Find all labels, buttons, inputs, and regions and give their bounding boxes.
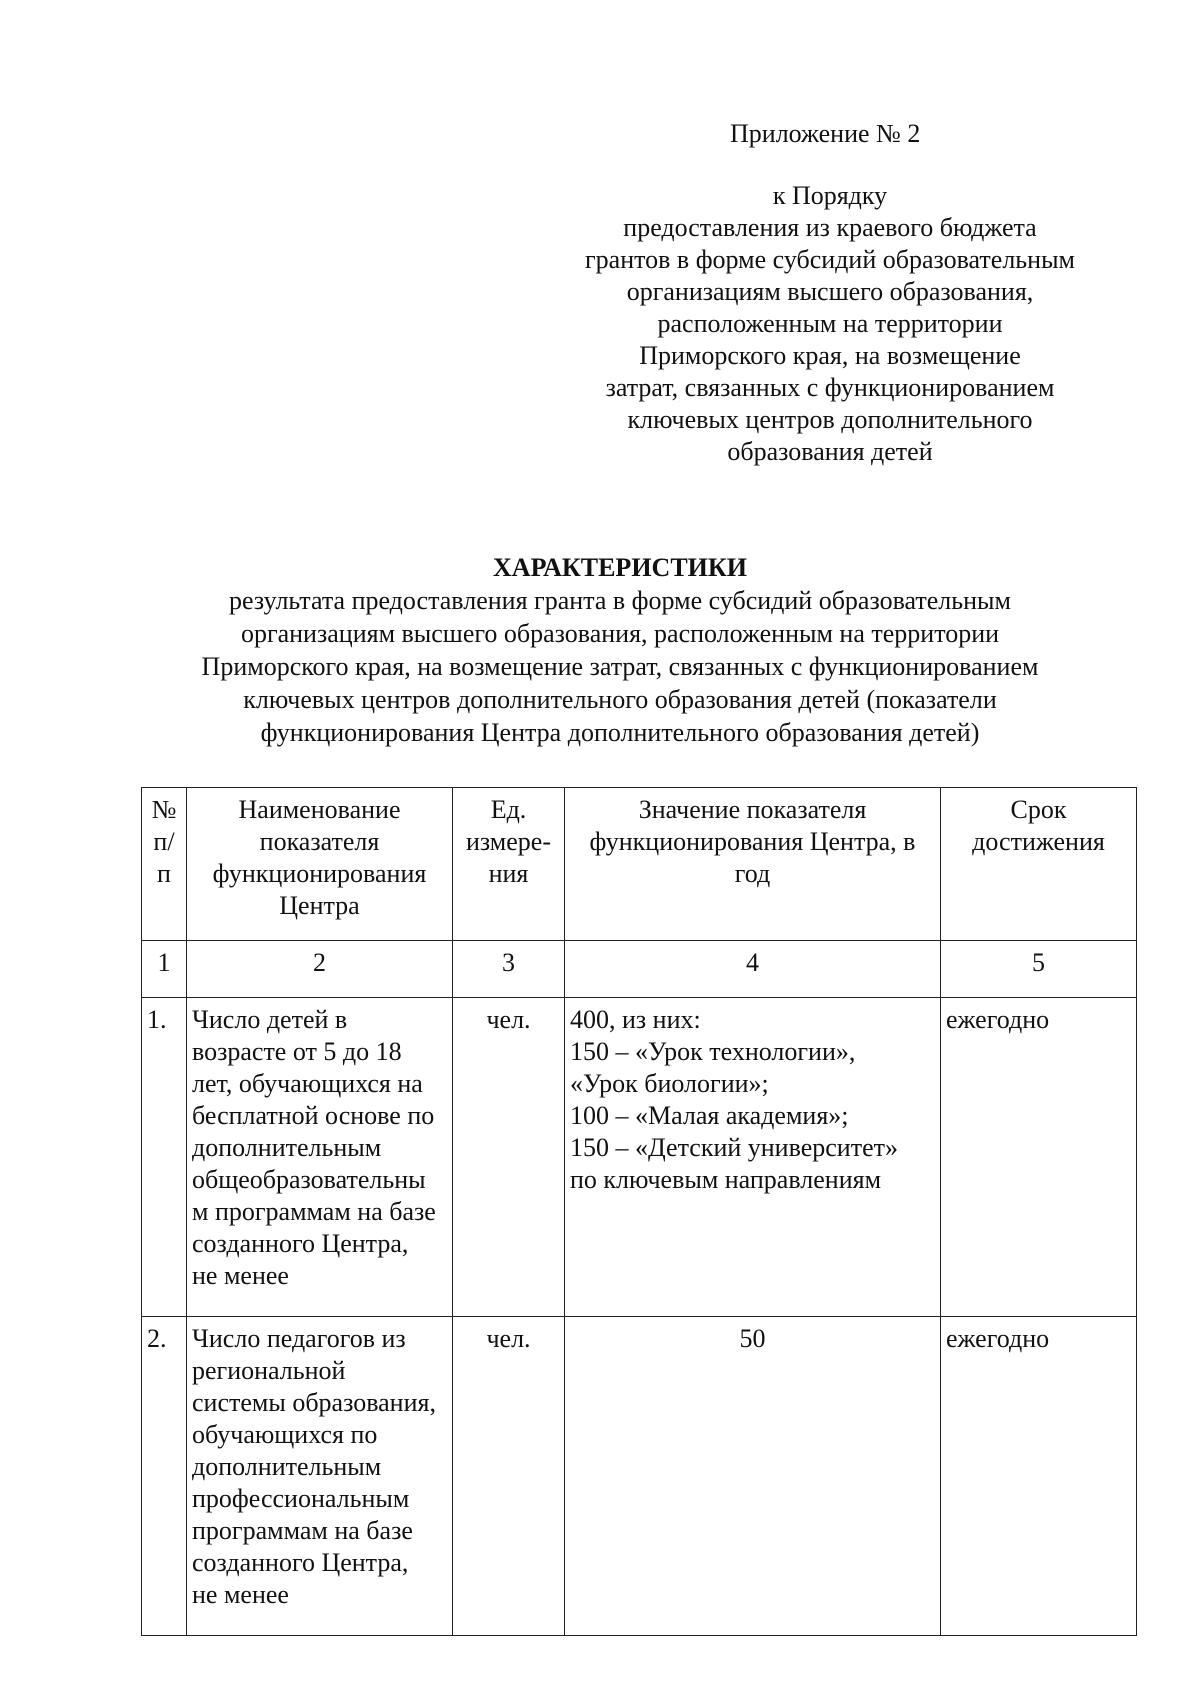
cell-line: бесплатной основе по [192,1101,435,1130]
row-value-cell [565,998,941,1317]
cell-line: 400, из них: [570,1005,701,1034]
column-number-cell: 4 [565,941,941,998]
header-line: функционирования [212,859,427,888]
cell-line: возрасте от 5 до 18 [192,1037,402,1066]
header-cell-value [565,788,941,941]
row-name-cell [187,998,453,1317]
row-number-cell: 2. [142,1317,187,1636]
cell-line: 150 – «Детский университет» [570,1133,898,1162]
header-cell-unit [453,788,565,941]
appendix-reference [560,180,1100,468]
column-number-cell: 3 [453,941,565,998]
subtitle-line: результата предоставления гранта в форме субсидий образовательным [229,586,1011,615]
cell-line: региональной [192,1356,346,1385]
document-subtitle [140,584,1100,749]
column-number-cell: 1 [142,941,187,998]
header-line: Ед. [490,795,527,824]
appendix-ref-line: грантов в форме субсидий образовательным [585,245,1075,274]
row-name-cell [187,1317,453,1636]
table-row [142,1317,1137,1636]
cell-line: дополнительным [192,1133,382,1162]
table-row [142,998,1137,1317]
subtitle-line: организациям высшего образования, расположенным на территории [240,619,1000,648]
row-unit-cell: чел. [453,1317,565,1636]
column-number-cell: 2 [187,941,453,998]
header-cell-number [142,788,187,941]
header-line: Наименование [238,795,401,824]
column-number-row [142,941,1137,998]
cell-line: не менее [192,1261,289,1290]
appendix-ref-line: организациям высшего образования, [626,277,1034,306]
appendix-ref-line: к Порядку [772,181,888,210]
header-line: п [157,859,171,888]
cell-line: общеобразовательны [192,1165,426,1194]
indicators-table [141,787,1137,1636]
cell-line: программам на базе [192,1516,413,1545]
appendix-title: Приложение № 2 [730,119,921,148]
appendix-ref-line: предоставления из краевого бюджета [623,213,1037,242]
header-line: функционирования Центра, в [589,827,916,856]
header-line: достижения [972,827,1105,856]
appendix-ref-line: Приморского края, на возмещение [639,341,1021,370]
cell-line: лет, обучающихся на [192,1069,423,1098]
appendix-ref-line: ключевых центров дополнительного [627,405,1033,434]
cell-line: дополнительным [192,1452,382,1481]
header-line: Срок [1010,795,1067,824]
cell-line: по ключевым направлениям [570,1165,882,1194]
cell-line: системы образования, [192,1388,436,1417]
header-line: год [734,859,771,888]
header-line: ния [488,859,529,888]
cell-line: 100 – «Малая академия»; [570,1101,849,1130]
row-deadline-cell: ежегодно [941,1317,1137,1636]
cell-line: созданного Центра, [192,1229,409,1258]
header-line: Значение показателя [638,795,867,824]
header-line: № [151,795,177,824]
header-line: показателя [259,827,380,856]
header-cell-deadline [941,788,1137,941]
header-line: Центра [279,891,360,920]
row-deadline-cell: ежегодно [941,998,1137,1317]
header-line: измере- [465,827,551,856]
subtitle-line: функционирования Центра дополнительного образования детей) [260,718,980,747]
cell-line: не менее [192,1580,289,1609]
row-value-cell [565,1317,941,1636]
appendix-ref-line: расположенным на территории [657,309,1003,338]
header-line: п/ [153,827,175,856]
cell-line: 150 – «Урок технологии», [570,1037,856,1066]
cell-line: созданного Центра, [192,1548,409,1577]
cell-line: 50 [739,1324,766,1353]
document-heading: ХАРАКТЕРИСТИКИ [493,553,747,582]
cell-line: «Урок биологии»; [570,1069,769,1098]
cell-line: Число детей в [192,1005,348,1034]
row-number-cell: 1. [142,998,187,1317]
appendix-ref-line: затрат, связанных с функционированием [605,373,1055,402]
table-header-row [142,788,1137,941]
appendix-ref-line: образования детей [727,437,933,466]
cell-line: профессиональным [192,1484,410,1513]
subtitle-line: ключевых центров дополнительного образования детей (показатели [243,685,997,714]
cell-line: м программам на базе [192,1197,436,1226]
row-unit-cell: чел. [453,998,565,1317]
column-number-cell: 5 [941,941,1137,998]
cell-line: Число педагогов из [192,1324,406,1353]
subtitle-line: Приморского края, на возмещение затрат, связанных с функционированием [201,652,1039,681]
header-cell-name [187,788,453,941]
cell-line: обучающихся по [192,1420,378,1449]
